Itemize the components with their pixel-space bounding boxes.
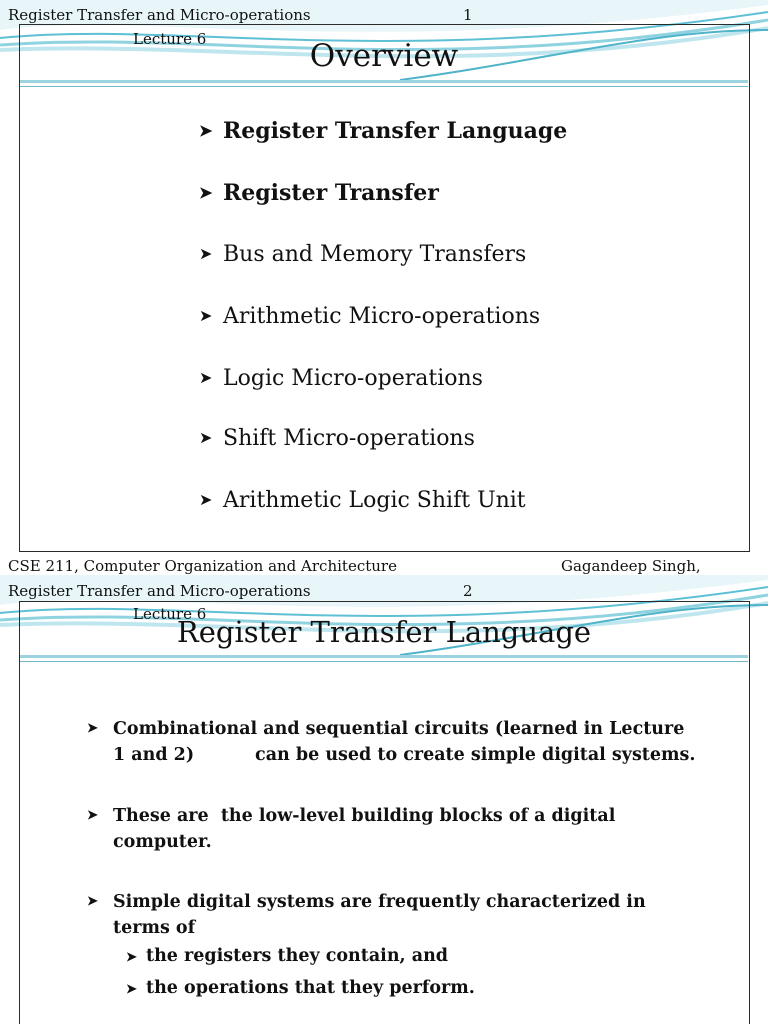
list-item: [87, 716, 696, 768]
arrow-bullet-icon: ➤: [126, 950, 137, 965]
list-item-label: Bus and Memory Transfers: [223, 242, 527, 267]
list-item-line: 1 and 2) can be used to create simple digital systems.: [113, 745, 696, 765]
list-item-label: Register Transfer: [223, 180, 439, 206]
sub-list-item-label: the registers they contain, and: [146, 946, 449, 966]
arrow-bullet-icon: ➤: [199, 121, 213, 140]
list-item: [199, 118, 567, 144]
list-item: [199, 180, 439, 206]
list-item-line: Simple digital systems are frequently characterized in: [113, 892, 646, 912]
list-item: [199, 242, 526, 267]
title-divider-thin: [20, 661, 748, 662]
arrow-bullet-icon: ➤: [199, 183, 213, 202]
list-item-line: computer.: [113, 832, 212, 852]
title-divider: [20, 655, 748, 658]
lecture-label: Lecture 6: [133, 605, 207, 623]
lecture-label: Lecture 6: [133, 30, 207, 48]
slide-title: Overview: [309, 38, 459, 74]
list-item-line: These are the low-level building blocks of a digital: [113, 806, 616, 826]
list-item-label: Shift Micro-operations: [223, 426, 475, 451]
list-item: [199, 488, 526, 513]
sub-list-item-label: the operations that they perform.: [146, 978, 475, 998]
header-title: Register Transfer and Micro-operations: [8, 582, 311, 600]
list-item-label: Arithmetic Logic Shift Unit: [223, 488, 526, 513]
header-title: Register Transfer and Micro-operations: [8, 6, 311, 24]
arrow-bullet-icon: ➤: [126, 982, 137, 997]
list-item: [199, 426, 475, 451]
arrow-bullet-icon: ➤: [199, 244, 213, 263]
title-divider-thin: [20, 86, 748, 87]
slide-title: Register Transfer Language: [176, 615, 592, 649]
list-item: [199, 304, 540, 329]
list-item-label: Arithmetic Micro-operations: [223, 304, 541, 329]
arrow-bullet-icon: ➤: [199, 306, 213, 325]
footer-course: CSE 211, Computer Organization and Architecture: [8, 557, 397, 575]
list-item-line: terms of: [113, 918, 196, 938]
list-item: [87, 889, 646, 941]
slide-2: [0, 575, 768, 1024]
arrow-bullet-icon: ➤: [199, 428, 213, 447]
list-item: [199, 366, 483, 391]
page-number: 1: [463, 6, 473, 24]
list-item-line: Combinational and sequential circuits (learned in Lecture: [113, 719, 685, 739]
list-item-label: Register Transfer Language: [223, 118, 568, 144]
sub-list-item: [126, 946, 448, 966]
arrow-bullet-icon: ➤: [87, 721, 98, 736]
sub-list-item: [126, 978, 475, 998]
list-item-label: Logic Micro-operations: [223, 366, 483, 391]
arrow-bullet-icon: ➤: [87, 808, 98, 823]
list-item: [87, 803, 616, 855]
page-number: 2: [463, 582, 473, 600]
arrow-bullet-icon: ➤: [199, 368, 213, 387]
footer-author: Gagandeep Singh,: [561, 557, 701, 575]
arrow-bullet-icon: ➤: [199, 490, 213, 509]
arrow-bullet-icon: ➤: [87, 894, 98, 909]
slide-frame: [19, 24, 750, 552]
title-divider: [20, 80, 748, 83]
